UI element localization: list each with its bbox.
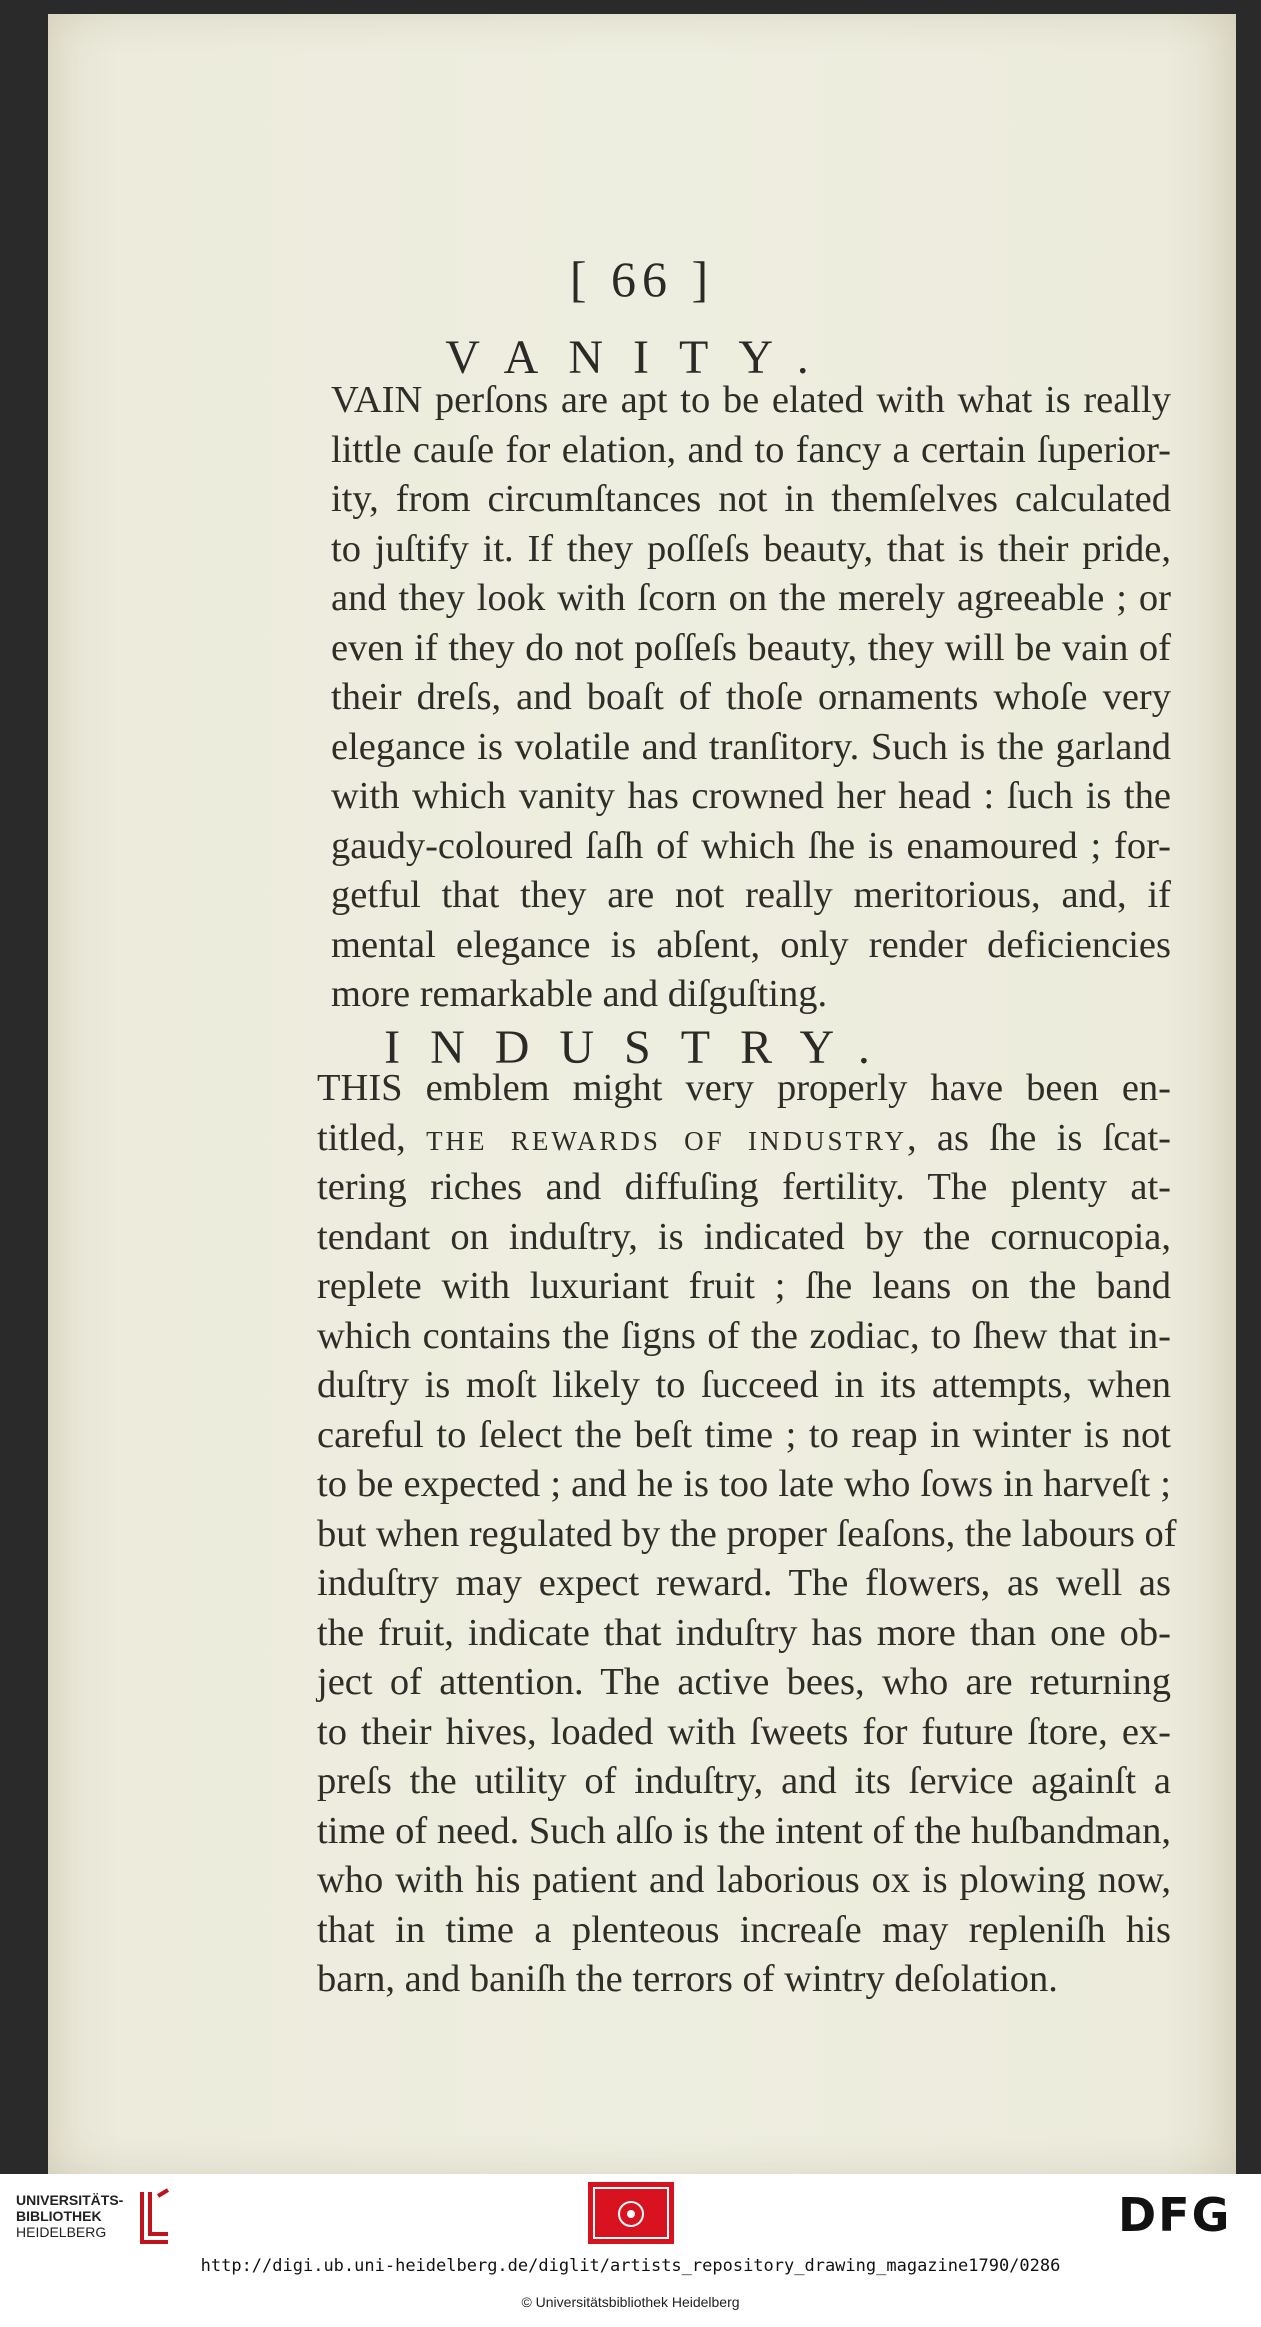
- text-line: little cauſe for elation, and to fancy a certain ſuperior-: [331, 428, 1171, 471]
- copyright-notice: © Universitätsbibliothek Heidelberg: [521, 2294, 740, 2310]
- paragraph-industry: [281, 1064, 1177, 2005]
- text-line: tendant on induſtry, is indicated by the cornucopia,: [317, 1215, 1171, 1258]
- library-line-2: BIBLIOTHEK: [16, 2208, 102, 2224]
- text-line: ity, from circumſtances not in themſelves calculated: [331, 478, 1171, 520]
- text-line: careful to ſelect the beſt time ; to reap in winter is not: [317, 1413, 1171, 1456]
- text-line: who with his patient and laborious ox is plowing now,: [317, 1859, 1171, 1901]
- text-line: their dreſs, and boaſt of thoſe ornaments whoſe very: [331, 676, 1171, 718]
- text-line: the fruit, indicate that induſtry has more than one ob-: [317, 1611, 1171, 1654]
- text-line: but when regulated by the proper ſeaſons, the labours of: [317, 1512, 1177, 1555]
- text-line: THIS emblem might very properly have been en-: [317, 1067, 1171, 1109]
- text-line: barn, and baniſh the terrors of wintry deſolation.: [317, 1958, 1058, 2000]
- text-line: gaudy-coloured ſaſh of which ſhe is enamoured ; for-: [331, 824, 1171, 867]
- text-line: time of need. Such alſo is the intent of the huſbandman,: [317, 1809, 1171, 1852]
- text-line: to juſtify it. If they poſſeſs beauty, that is their pride,: [331, 527, 1171, 570]
- text-span: , as ſhe is ſcat-: [907, 1116, 1172, 1159]
- heading-industry: INDUSTRY.: [384, 1021, 900, 1074]
- text-line: elegance is volatile and tranſitory. Such is the garland: [331, 725, 1171, 768]
- text-line: mental elegance is abſent, only render deficiencies: [331, 923, 1171, 966]
- text-line: tering riches and diffuſing fertility. The plenty at-: [317, 1166, 1171, 1208]
- text-line: [281, 1114, 1171, 1164]
- text-span: titled,: [317, 1116, 427, 1159]
- text-line: preſs the utility of induſtry, and its ſervice againſt a: [317, 1760, 1171, 1802]
- text-line: VAIN perſons are apt to be elated with what is really: [331, 379, 1171, 421]
- text-line: induſtry may expect reward. The flowers, as well as: [317, 1562, 1171, 1604]
- footer: [0, 2174, 1261, 2327]
- text-line: more remarkable and diſguſting.: [331, 973, 828, 1015]
- text-line: to their hives, loaded with ſweets for future ſtore, ex-: [317, 1710, 1171, 1753]
- text-line: to be expected ; and he is too late who ſows in harveſt ;: [317, 1463, 1171, 1505]
- book-page: [48, 14, 1236, 2174]
- project-logo-icon: [588, 2182, 674, 2244]
- text-line: and they look with ſcorn on the merely agreeable ; or: [331, 577, 1171, 619]
- page-number: [ 66 ]: [569, 251, 715, 307]
- small-caps-phrase: the rewards of industry: [426, 1116, 907, 1159]
- library-name: [16, 2192, 123, 2240]
- text-line: ject of attention. The active bees, who are returning: [317, 1661, 1171, 1703]
- text-line: which contains the ſigns of the zodiac, to ſhew that in-: [317, 1314, 1171, 1357]
- text-line: even if they do not poſſeſs beauty, they will be vain of: [331, 626, 1171, 669]
- library-line-1: UNIVERSITÄTS-: [16, 2192, 124, 2208]
- dfg-logo: DFG: [1118, 2188, 1232, 2242]
- paragraph-vanity: [281, 376, 1171, 1020]
- source-url[interactable]: http://digi.ub.uni-heidelberg.de/diglit/artists_repository_drawing_magazine1790/0286: [200, 2256, 1061, 2276]
- text-line: with which vanity has crowned her head : ſuch is the: [331, 775, 1171, 817]
- university-library-logo-icon: [128, 2186, 174, 2252]
- text-line: getful that they are not really meritorious, and, if: [331, 874, 1171, 916]
- text-line: replete with luxuriant fruit ; ſhe leans on the band: [317, 1265, 1171, 1307]
- library-line-3: HEIDELBERG: [16, 2224, 107, 2240]
- text-line: duſtry is moſt likely to ſucceed in its attempts, when: [317, 1364, 1171, 1406]
- text-line: that in time a plenteous increaſe may repleniſh his: [317, 1908, 1171, 1951]
- heading-vanity: VANITY.: [445, 331, 839, 384]
